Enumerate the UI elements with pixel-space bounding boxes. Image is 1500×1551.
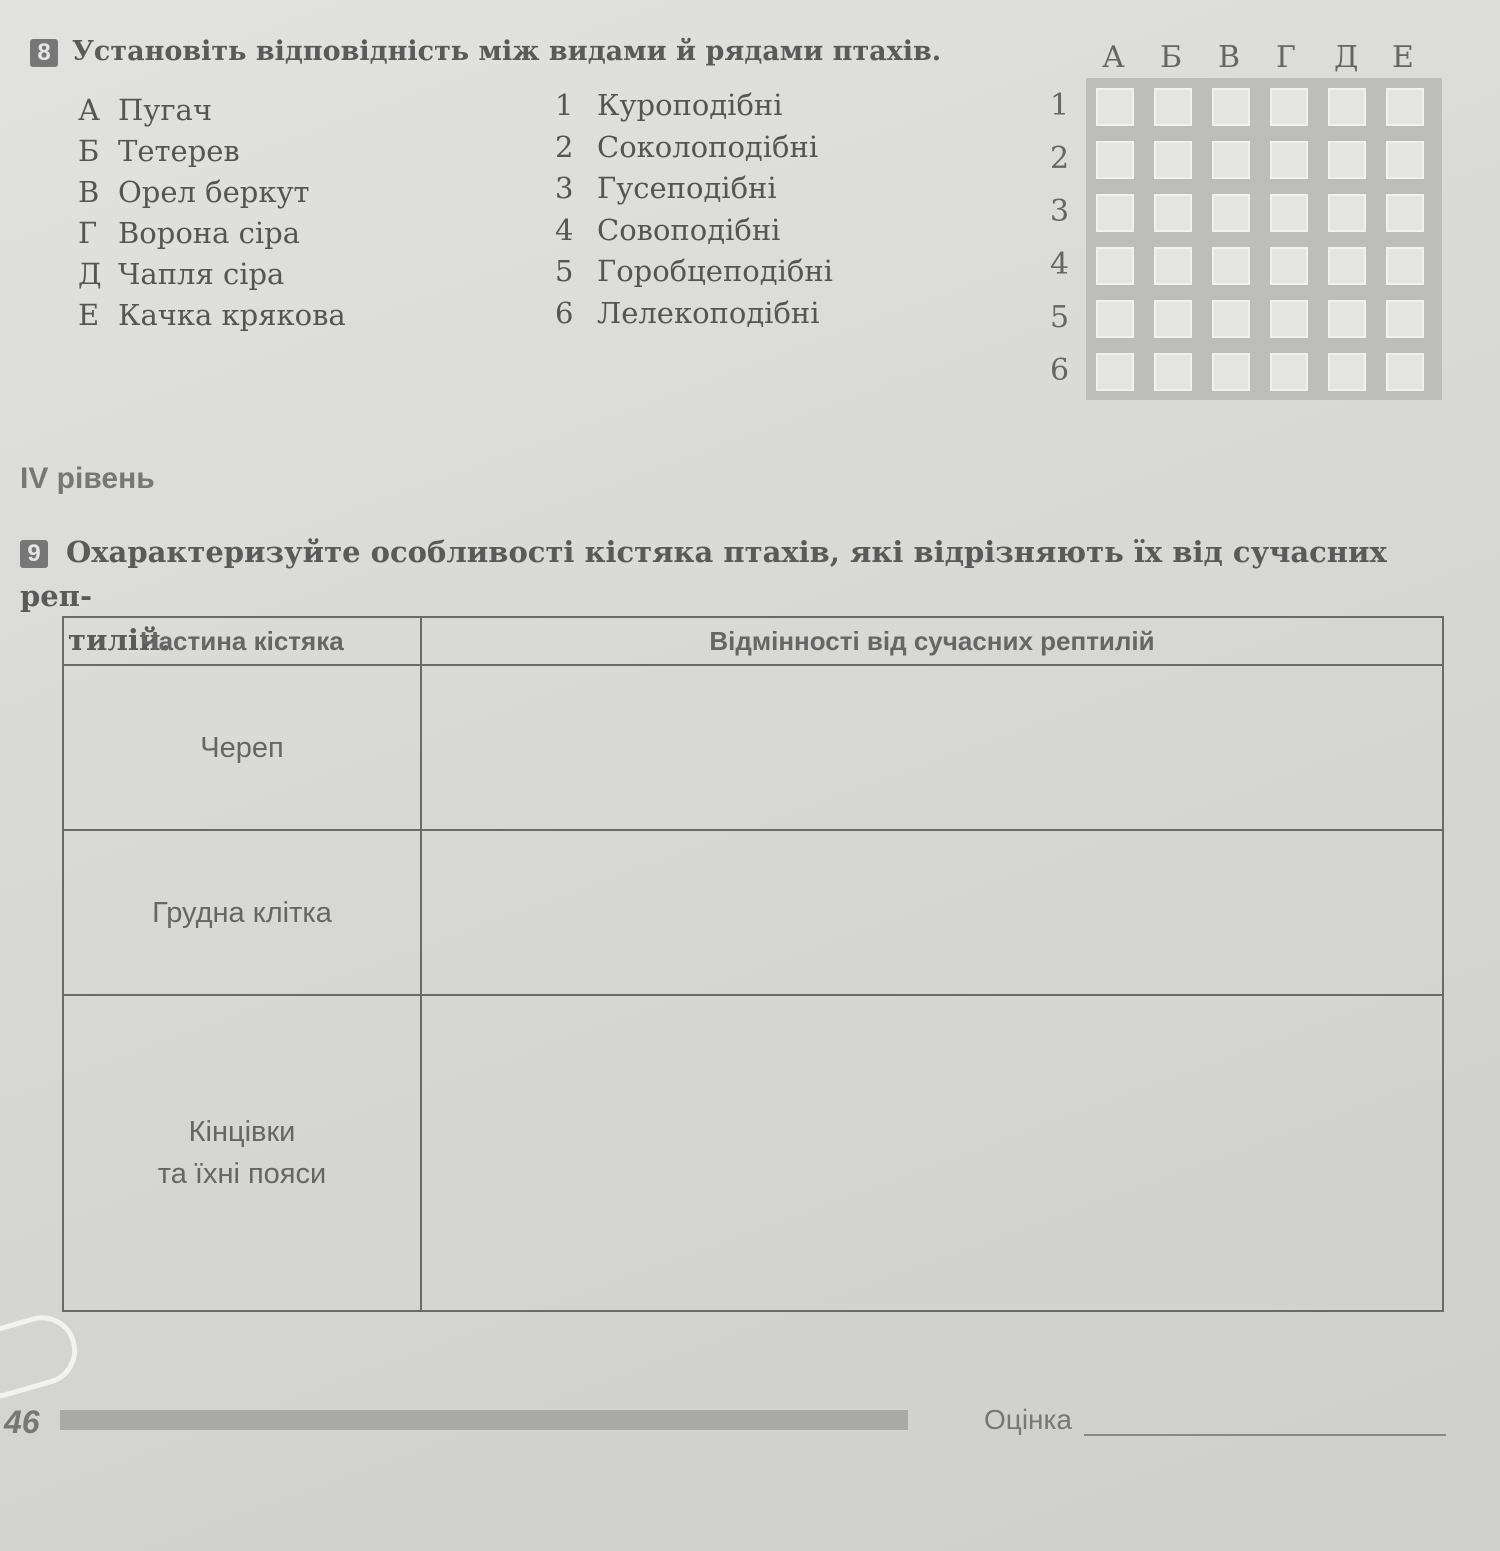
answer-grid-cell[interactable] xyxy=(1386,247,1424,285)
header-differences: Відмінності від сучасних рептилій xyxy=(421,617,1443,665)
order-number: 4 xyxy=(555,212,574,247)
order-item xyxy=(555,251,833,293)
grid-column-label: А xyxy=(1102,40,1125,75)
answer-grid-cell[interactable] xyxy=(1328,88,1366,126)
order-name: Гусеподібні xyxy=(597,171,777,205)
task8-question: Установіть відповідність між видами й рядами птахів. xyxy=(72,36,942,67)
bone-part-label-line2: та їхні пояси xyxy=(157,1158,327,1191)
answer-grid-cell[interactable] xyxy=(1096,353,1134,391)
answer-grid-cell[interactable] xyxy=(1096,300,1134,338)
bone-part-cell xyxy=(63,830,421,995)
answer-grid-cell[interactable] xyxy=(1328,353,1366,391)
table-header-row xyxy=(63,617,1443,665)
table-row xyxy=(63,830,1443,995)
species-item xyxy=(78,90,346,131)
bone-part-label: Кінцівки xyxy=(188,1116,296,1149)
order-number: 1 xyxy=(555,88,574,122)
answer-grid-cell[interactable] xyxy=(1154,194,1192,232)
order-name: Соколоподібні xyxy=(597,129,819,164)
order-item xyxy=(555,127,833,169)
answer-grid-cell[interactable] xyxy=(1270,247,1308,285)
species-item xyxy=(78,172,346,213)
level-heading: IV рівень xyxy=(20,462,155,495)
skeleton-table xyxy=(62,616,1444,1312)
answer-grid-cell[interactable] xyxy=(1328,300,1366,338)
answer-grid-cell[interactable] xyxy=(1212,300,1250,338)
species-letter: А xyxy=(78,93,100,127)
grid-column-label: Е xyxy=(1392,40,1414,75)
species-item xyxy=(78,213,346,254)
answer-grid-cell[interactable] xyxy=(1328,194,1366,232)
species-letter: Д xyxy=(78,257,102,291)
bone-part-label: Череп xyxy=(200,731,284,764)
answer-grid-cell[interactable] xyxy=(1328,141,1366,179)
answer-grid-cell[interactable] xyxy=(1270,88,1308,126)
species-name: Качка крякова xyxy=(118,298,346,332)
order-name: Горобцеподібні xyxy=(597,254,833,288)
task9-question-line2: тилій. xyxy=(68,623,171,657)
species-name: Орел беркут xyxy=(118,175,310,209)
order-number: 3 xyxy=(555,171,574,205)
grid-column-label: Г xyxy=(1276,40,1296,75)
answer-grid-cell[interactable] xyxy=(1270,300,1308,338)
order-name: Куроподібні xyxy=(597,88,783,122)
answer-grid-cell[interactable] xyxy=(1154,247,1192,285)
order-number: 6 xyxy=(555,295,574,330)
answer-grid-cell[interactable] xyxy=(1212,141,1250,179)
grid-column-label: Д xyxy=(1334,40,1359,75)
species-item xyxy=(78,131,346,172)
answer-grid-cell[interactable] xyxy=(1154,353,1192,391)
grid-row-label: 5 xyxy=(1050,300,1070,335)
answer-grid-cell[interactable] xyxy=(1386,353,1424,391)
answer-cell[interactable] xyxy=(421,830,1443,995)
species-item xyxy=(78,254,346,295)
species-letter: Е xyxy=(78,298,100,332)
orders-list xyxy=(555,85,833,334)
paper-clip xyxy=(0,1307,85,1407)
page-number: 46 xyxy=(4,1404,40,1440)
species-letter: Г xyxy=(78,216,98,250)
table-row xyxy=(63,995,1443,1311)
answer-grid-cell[interactable] xyxy=(1270,353,1308,391)
species-letter: В xyxy=(78,175,100,209)
answer-grid-cell[interactable] xyxy=(1096,88,1134,126)
answer-grid-cell[interactable] xyxy=(1096,194,1134,232)
task8-number-badge: 8 xyxy=(30,39,58,67)
order-name: Совоподібні xyxy=(597,212,781,247)
grid-row-label: 2 xyxy=(1050,141,1070,176)
bone-part-cell xyxy=(63,995,421,1311)
answer-grid-background xyxy=(1086,78,1442,400)
order-item xyxy=(555,85,833,127)
species-name: Чапля сіра xyxy=(118,257,285,291)
answer-grid-cell[interactable] xyxy=(1096,247,1134,285)
bone-part-cell xyxy=(63,665,421,830)
order-item xyxy=(555,293,833,335)
species-name: Тетерев xyxy=(118,134,240,168)
bone-part-label: Грудна клітка xyxy=(152,896,332,929)
grid-column-label: В xyxy=(1218,40,1241,75)
order-item xyxy=(555,210,833,252)
answer-grid-cell[interactable] xyxy=(1096,141,1134,179)
table-row xyxy=(63,665,1443,830)
answer-grid-cell[interactable] xyxy=(1212,247,1250,285)
order-name: Лелекоподібні xyxy=(597,295,820,330)
answer-grid-cell[interactable] xyxy=(1386,194,1424,232)
order-item xyxy=(555,168,833,210)
task9-number-badge: 9 xyxy=(20,540,48,568)
species-letter: Б xyxy=(78,134,100,168)
grade-label: Оцінка xyxy=(984,1404,1072,1435)
species-name: Пугач xyxy=(118,93,213,127)
header-bone-part: Частина кістяка xyxy=(63,617,421,665)
answer-grid-cell[interactable] xyxy=(1154,141,1192,179)
species-name: Ворона сіра xyxy=(118,216,301,250)
answer-grid-cell[interactable] xyxy=(1154,88,1192,126)
answer-grid-cell[interactable] xyxy=(1212,353,1250,391)
grid-column-label: Б xyxy=(1160,40,1183,75)
answer-grid-cell[interactable] xyxy=(1154,300,1192,338)
answer-grid-cell[interactable] xyxy=(1328,247,1366,285)
grade-input-line[interactable] xyxy=(1084,1434,1446,1436)
answer-cell[interactable] xyxy=(421,995,1443,1311)
answer-grid-cell[interactable] xyxy=(1212,88,1250,126)
footer-bar xyxy=(60,1410,908,1430)
order-number: 5 xyxy=(555,254,574,288)
grid-row-label: 1 xyxy=(1050,88,1070,123)
order-number: 2 xyxy=(555,129,574,164)
grid-row-label: 3 xyxy=(1050,194,1070,229)
answer-grid-cell[interactable] xyxy=(1386,88,1424,126)
task8-heading xyxy=(30,36,941,67)
grid-row-label: 6 xyxy=(1050,353,1070,388)
answer-grid-cell[interactable] xyxy=(1386,141,1424,179)
grid-row-label: 4 xyxy=(1050,247,1070,282)
answer-grid-cell[interactable] xyxy=(1212,194,1250,232)
answer-grid-cell[interactable] xyxy=(1386,300,1424,338)
species-item xyxy=(78,295,346,336)
species-list xyxy=(78,90,346,336)
answer-cell[interactable] xyxy=(421,665,1443,830)
answer-grid-cell[interactable] xyxy=(1270,141,1308,179)
task9-question-line1: Охарактеризуйте особливості кістяка птахів, які відрізняють їх від сучасних реп- xyxy=(20,535,1387,613)
answer-grid-cell[interactable] xyxy=(1270,194,1308,232)
